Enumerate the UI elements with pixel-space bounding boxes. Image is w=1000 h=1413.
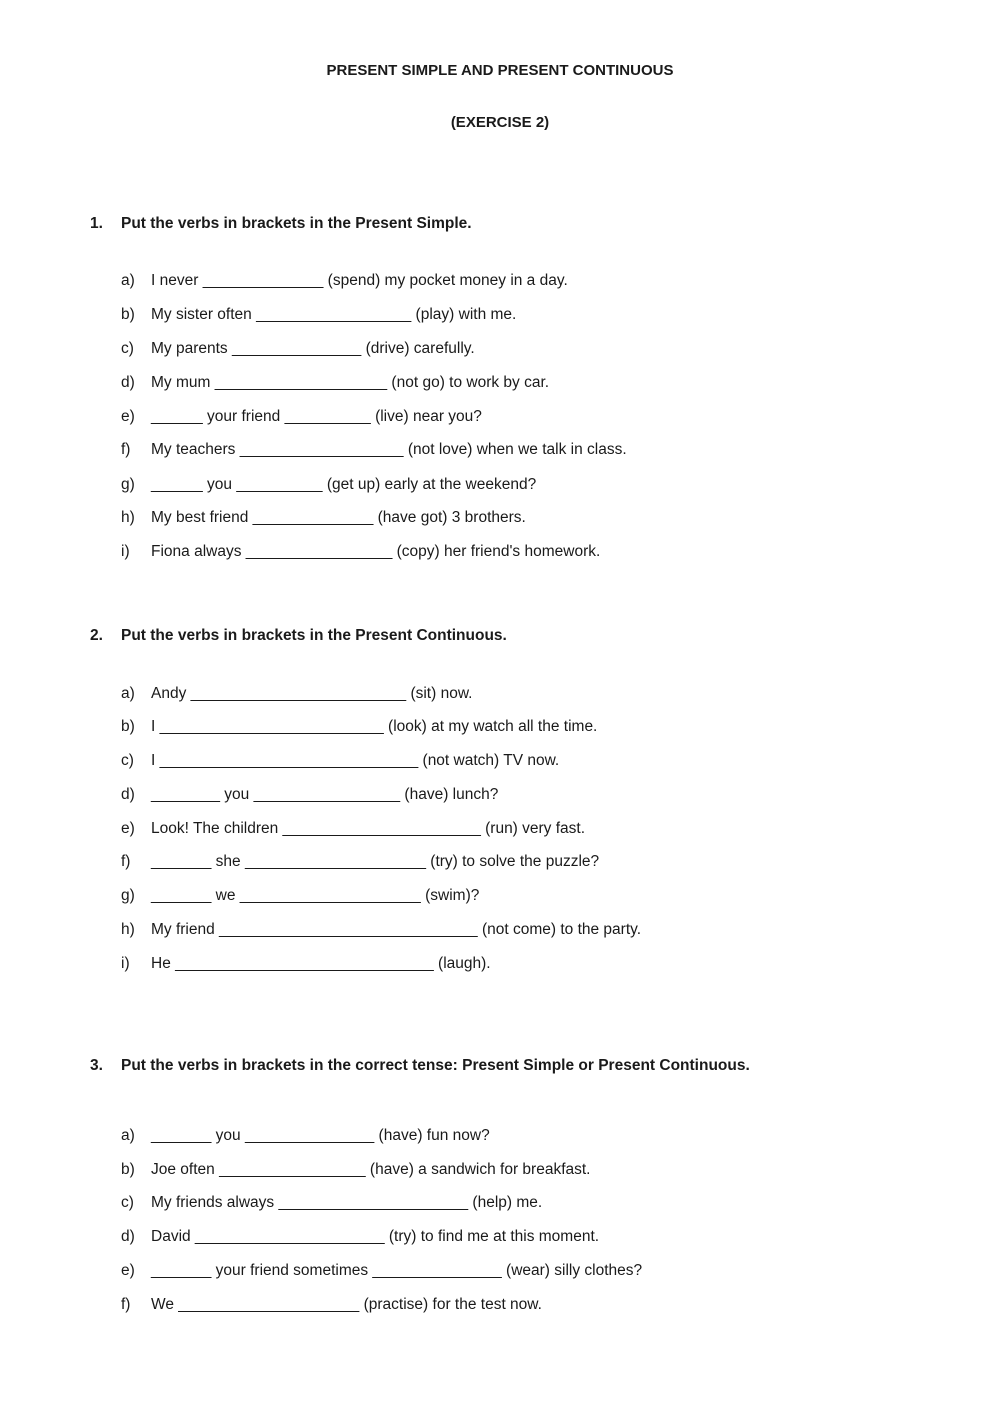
item-letter: e) — [121, 1262, 135, 1279]
item-letter: i) — [121, 543, 130, 560]
item-letter: e) — [121, 820, 135, 837]
item-text: Look! The children _______________________ (run) very fast. — [151, 820, 586, 837]
item-letter: g) — [121, 476, 135, 493]
exercise-item — [121, 306, 516, 324]
exercise-item — [121, 921, 641, 939]
item-letter: a) — [121, 272, 135, 289]
item-text: My sister often __________________ (play) with me. — [151, 306, 517, 323]
exercise-item — [121, 543, 600, 561]
exercise-item — [121, 752, 559, 770]
item-letter: h) — [121, 509, 135, 526]
exercise-item — [121, 1161, 590, 1179]
item-text: We _____________________ (practise) for the test now. — [151, 1296, 542, 1313]
section-3-heading — [90, 1057, 750, 1075]
item-text: My friends always ______________________ (help) me. — [151, 1194, 543, 1211]
item-letter: c) — [121, 340, 134, 357]
section-instruction: Put the verbs in brackets in the correct tense: Present Simple or Present Continuous. — [121, 1057, 750, 1074]
exercise-item — [121, 408, 482, 426]
exercise-item — [121, 272, 568, 290]
item-text: _______ we _____________________ (swim)? — [151, 887, 480, 904]
item-letter: d) — [121, 786, 135, 803]
section-instruction: Put the verbs in brackets in the Present Continuous. — [121, 627, 507, 644]
item-letter: c) — [121, 1194, 134, 1211]
page-title: PRESENT SIMPLE AND PRESENT CONTINUOUS — [326, 62, 674, 79]
item-text: My mum ____________________ (not go) to work by car. — [151, 374, 550, 391]
item-text: My teachers ___________________ (not love) when we talk in class. — [151, 441, 627, 458]
exercise-item — [121, 476, 536, 494]
item-letter: i) — [121, 955, 130, 972]
item-text: _______ you _______________ (have) fun now? — [151, 1127, 490, 1144]
exercise-item — [121, 685, 472, 703]
page-subtitle: (EXERCISE 2) — [450, 114, 550, 131]
exercise-item — [121, 340, 475, 358]
item-text: David ______________________ (try) to find me at this moment. — [151, 1228, 600, 1245]
exercise-item — [121, 820, 585, 838]
exercise-item — [121, 853, 599, 871]
item-text: ________ you _________________ (have) lunch? — [151, 786, 499, 803]
item-letter: c) — [121, 752, 134, 769]
section-instruction: Put the verbs in brackets in the Present Simple. — [121, 215, 472, 232]
exercise-item — [121, 718, 597, 736]
section-number: 2. — [90, 627, 103, 644]
item-text: _______ your friend sometimes _______________ (wear) silly clothes? — [151, 1262, 643, 1279]
item-text: My best friend ______________ (have got) 3 brothers. — [151, 509, 526, 526]
item-letter: h) — [121, 921, 135, 938]
item-text: I ______________________________ (not watch) TV now. — [151, 752, 560, 769]
item-letter: f) — [121, 853, 131, 870]
item-text: I never ______________ (spend) my pocket money in a day. — [151, 272, 568, 289]
item-text: Joe often _________________ (have) a sandwich for breakfast. — [151, 1161, 591, 1178]
item-text: My friend ______________________________ (not come) to the party. — [151, 921, 642, 938]
item-text: Fiona always _________________ (copy) her friend's homework. — [151, 543, 601, 560]
item-letter: f) — [121, 441, 131, 458]
item-letter: e) — [121, 408, 135, 425]
item-text: Andy _________________________ (sit) now. — [151, 685, 473, 702]
item-text: _______ she _____________________ (try) to solve the puzzle? — [151, 853, 600, 870]
exercise-item — [121, 1262, 642, 1280]
exercise-item — [121, 1296, 542, 1314]
item-text: He ______________________________ (laugh). — [151, 955, 491, 972]
item-letter: a) — [121, 685, 135, 702]
exercise-item — [121, 786, 498, 804]
exercise-item — [121, 887, 479, 905]
item-letter: b) — [121, 718, 135, 735]
item-text: I __________________________ (look) at my watch all the time. — [151, 718, 598, 735]
item-letter: b) — [121, 306, 135, 323]
section-1-heading — [90, 215, 472, 233]
section-2-heading — [90, 627, 507, 645]
section-number: 1. — [90, 215, 103, 232]
item-text: ______ you __________ (get up) early at the weekend? — [151, 476, 537, 493]
exercise-item — [121, 509, 526, 527]
exercise-item — [121, 1228, 599, 1246]
item-letter: g) — [121, 887, 135, 904]
item-letter: d) — [121, 374, 135, 391]
item-letter: d) — [121, 1228, 135, 1245]
item-letter: b) — [121, 1161, 135, 1178]
exercise-item — [121, 1194, 542, 1212]
item-letter: a) — [121, 1127, 135, 1144]
item-text: My parents _______________ (drive) carefully. — [151, 340, 475, 357]
item-letter: f) — [121, 1296, 131, 1313]
exercise-item — [121, 441, 627, 459]
exercise-item — [121, 955, 491, 973]
item-text: ______ your friend __________ (live) near you? — [151, 408, 482, 425]
exercise-item — [121, 1127, 490, 1145]
section-number: 3. — [90, 1057, 103, 1074]
exercise-item — [121, 374, 549, 392]
